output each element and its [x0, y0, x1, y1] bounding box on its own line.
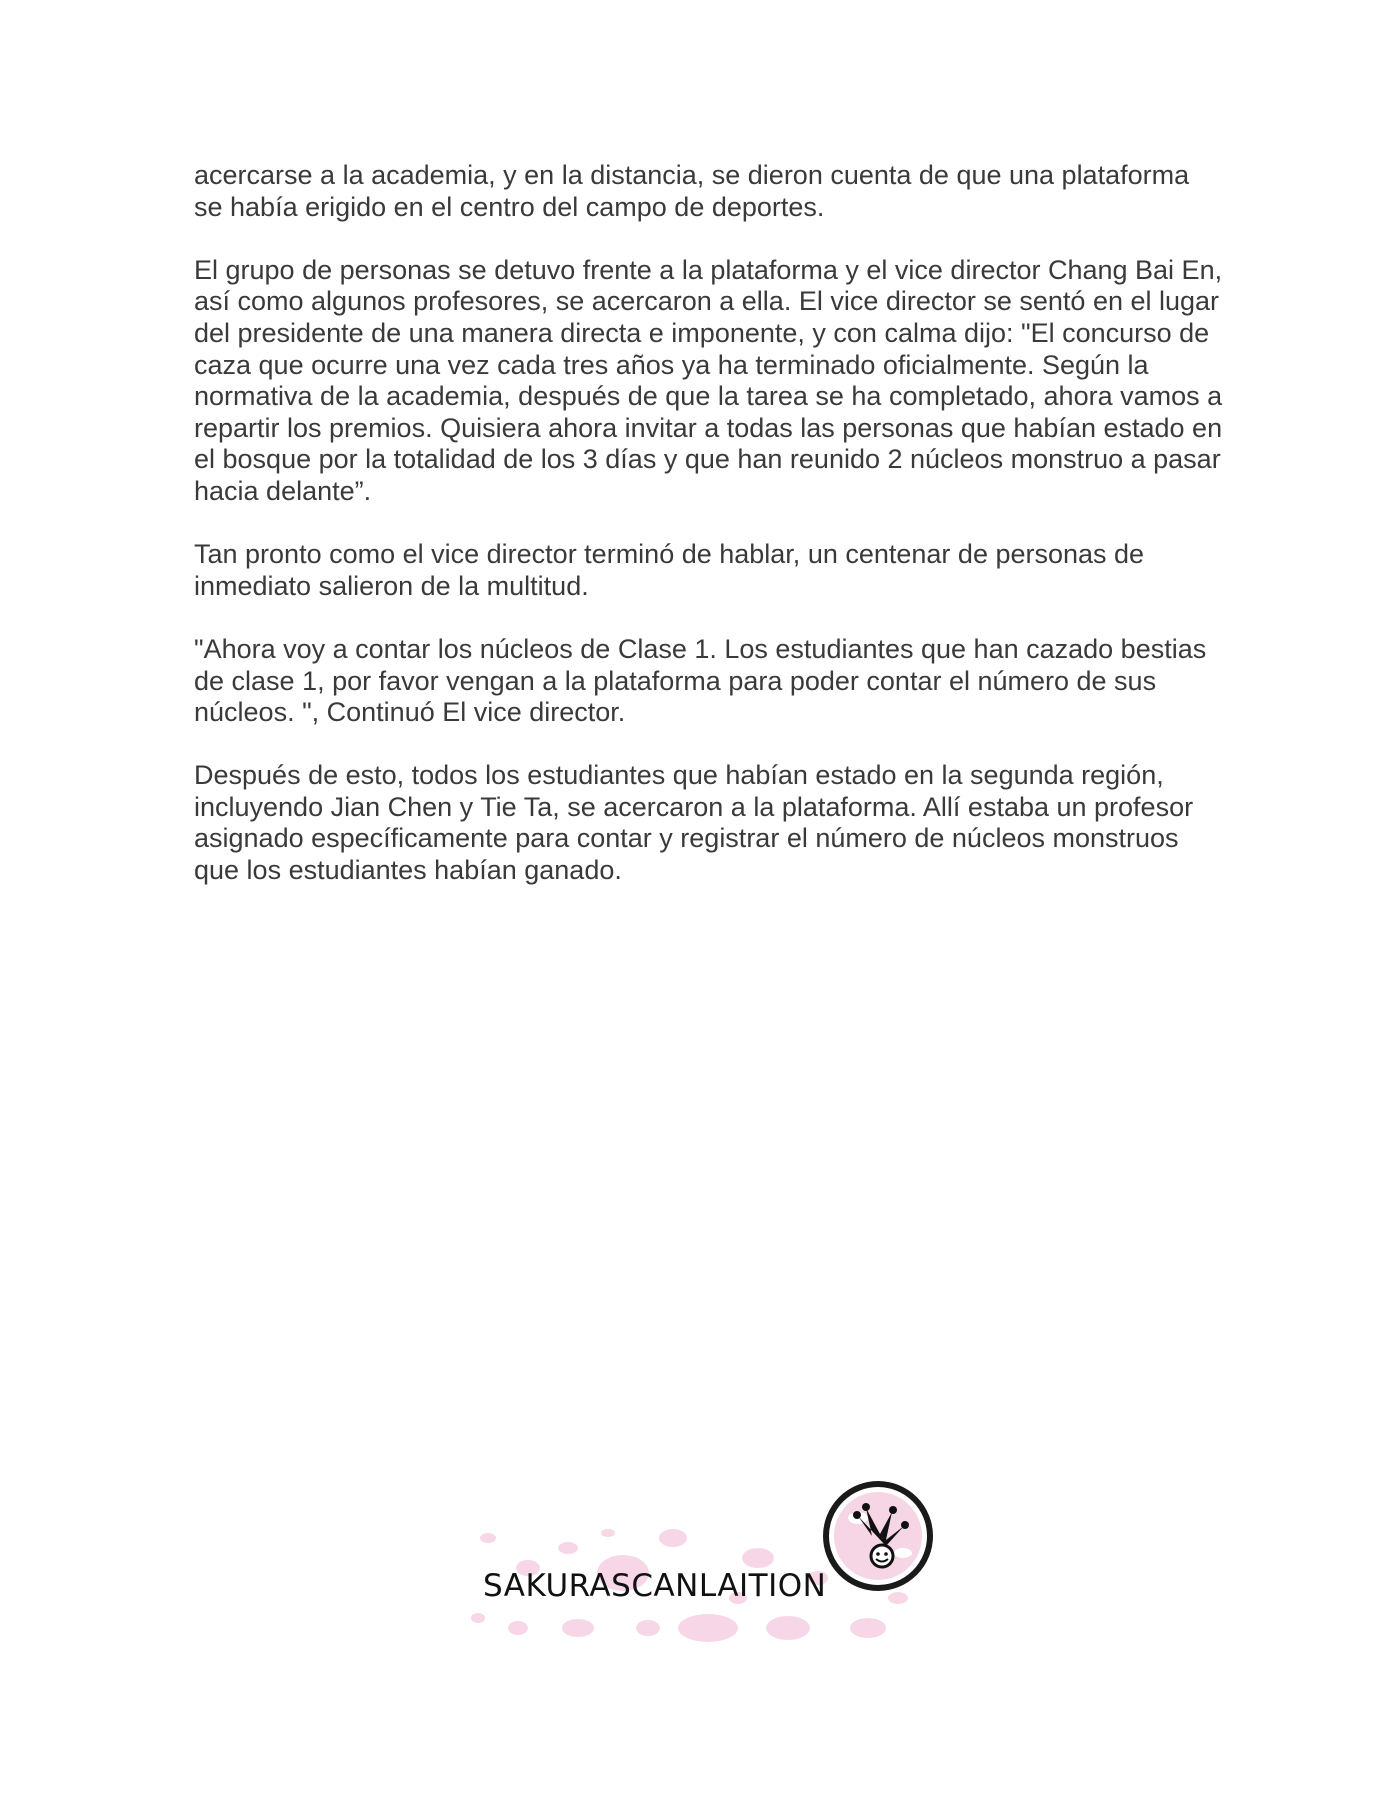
scanlation-watermark	[458, 1478, 938, 1658]
document-body	[194, 160, 1224, 918]
paragraph: El grupo de personas se detuvo frente a la plataforma y el vice director Chang Bai En, así como algunos profesores, se acercaron a ella. El vice director se sentó en el lugar del presidente de una manera directa e imponente, y con calma dijo: "El concurso de caza que ocurre una vez cada tres años ya ha terminado oficialmente. Según la normativa de la academia, después de que la tarea se ha completado, ahora vamos a repartir los premios. Quisiera ahora invitar a todas las personas que habían estado en el bosque por la totalidad de los 3 días y que han reunido 2 núcleos monstruo a pasar hacia delante”.	[194, 254, 1223, 506]
paragraph: "Ahora voy a contar los núcleos de Clase 1. Los estudiantes que han cazado bestias de clase 1, por favor vengan a la plataforma para poder contar el número de sus núcleos. ", Continuó El vice director.	[194, 633, 1207, 728]
paragraph: Después de esto, todos los estudiantes que habían estado en la segunda región, incluyendo Jian Chen y Tie Ta, se acercaron a la plataforma. Allí estaba un profesor asignado específicamente para contar y registrar el número de núcleos monstruos que los estudiantes habían ganado.	[194, 760, 1194, 886]
watermark-text: SAKURASCANLAITION	[483, 1568, 827, 1604]
paragraph: acercarse a la academia, y en la distancia, se dieron cuenta de que una plataforma se había erigido en el centro del campo de deportes.	[194, 160, 1190, 222]
jester-hat-icon	[826, 1484, 930, 1588]
paragraph: Tan pronto como el vice director terminó de hablar, un centenar de personas de inmediato salieron de la multitud.	[194, 539, 1145, 601]
